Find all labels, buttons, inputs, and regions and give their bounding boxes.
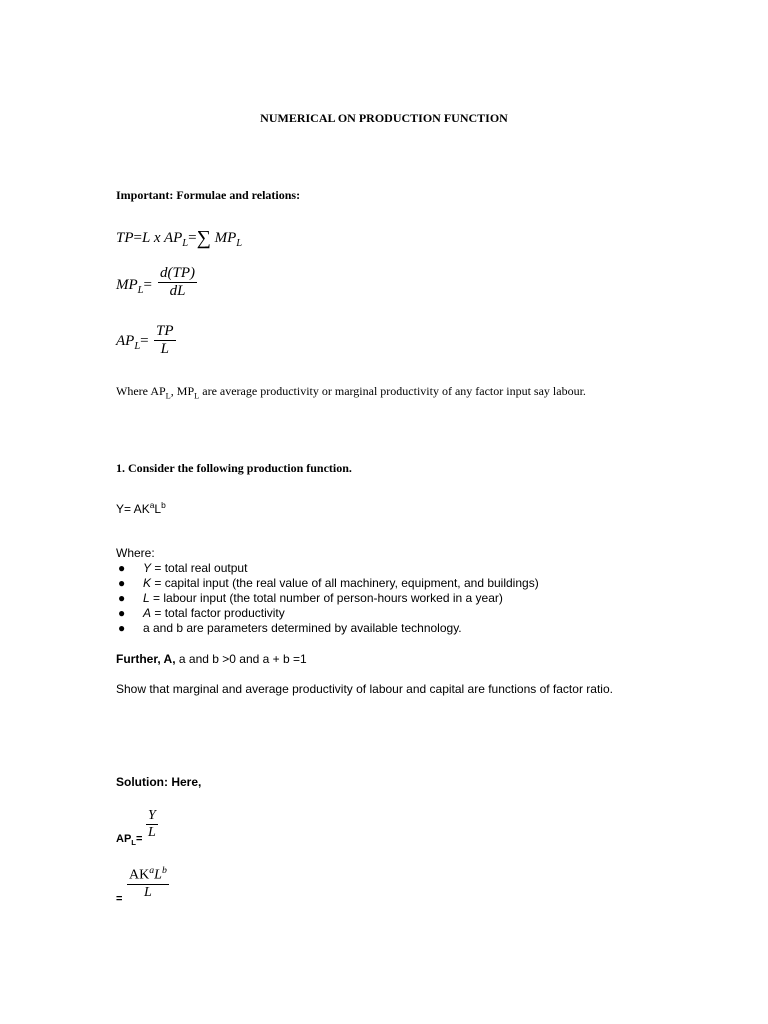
formula-marginal-product-lhs: $MP_L=$: [116, 277, 152, 296]
solution-apl-label: $AP_L=$: [116, 833, 143, 848]
formulae-heading: Important: Formulae and relations:: [116, 188, 301, 202]
production-function: $Y= AK^aL^b$: [116, 500, 166, 516]
further-conditions: Further, A, a and b >0 and a + b =1: [116, 652, 307, 666]
list-item: ● Y = total real output: [118, 561, 248, 575]
page-title: NUMERICAL ON PRODUCTION FUNCTION: [260, 111, 508, 125]
list-item: ● L = labour input (the total number of person-hours worked in a year): [118, 591, 503, 605]
where-label: Where:: [116, 546, 155, 560]
list-item: ● K = capital input (the real value of all machinery, equipment, and buildings): [118, 576, 539, 590]
question-1-heading: 1. Consider the following production function.: [116, 461, 352, 475]
solution-heading: Solution: Here,: [116, 775, 202, 789]
solution-apl-fraction: Y L: [148, 808, 156, 840]
formula-marginal-product-fraction: d(TP) dL: [160, 265, 195, 299]
list-item: ● A = total factor productivity: [118, 606, 285, 620]
solution-step2-equals: =: [116, 893, 123, 905]
formula-average-product-fraction: TP L: [156, 323, 174, 357]
formula-explanation: Where $AP_L$, $MP_L$ are average productivity or marginal productivity of any factor input say labour.: [116, 384, 586, 401]
formula-total-product: TP=L x $AP_L=\sum$ $MP_L$: [116, 227, 243, 249]
solution-step2-fraction: $AK^aL^b$ L: [129, 865, 167, 900]
variable-definitions-list: [116, 561, 539, 636]
question-prompt: Show that marginal and average productivity of labour and capital are functions of factor ratio.: [116, 682, 613, 696]
list-item: ● a and b are parameters determined by available technology.: [118, 621, 462, 635]
formula-average-product-lhs: $AP_L=$: [116, 333, 149, 352]
